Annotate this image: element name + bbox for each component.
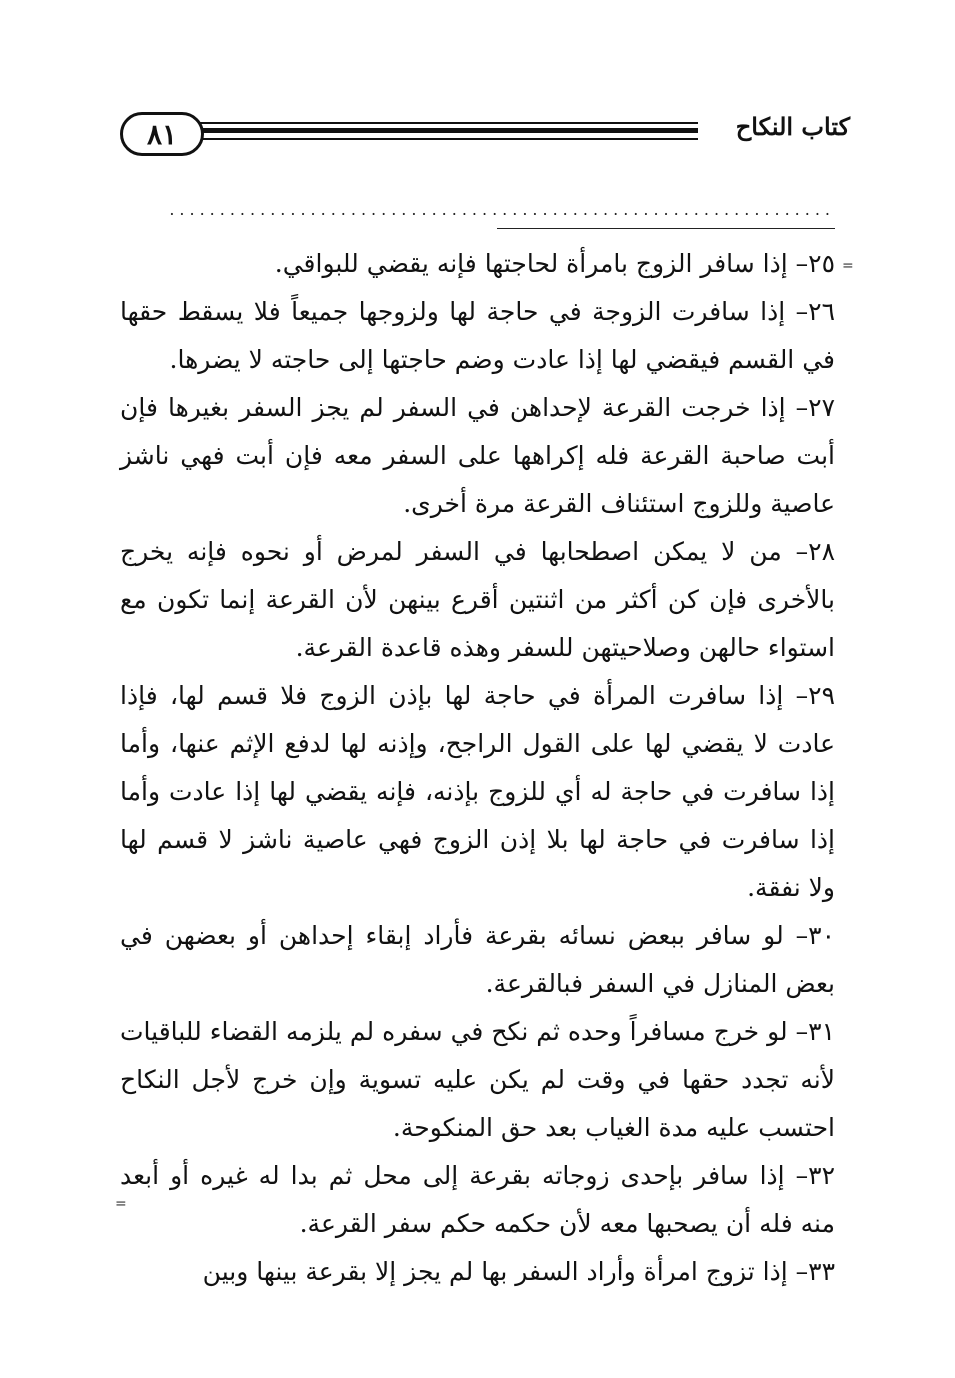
header-rule-bottom — [200, 138, 698, 140]
page-header — [110, 100, 850, 170]
separator-line — [497, 228, 835, 229]
dotted-separator: .................................................................. — [169, 200, 835, 219]
header-rule-middle — [200, 128, 698, 133]
rule-paragraph-26: ٢٦– إذا سافرت الزوجة في حاجة لها ولزوجها جميعاً فلا يسقط حقها في القسم فيقضي لها إذا عادت وضم حاجتها إلى حاجته لا يضرها. — [120, 297, 835, 374]
margin-mark: = — [115, 1196, 127, 1212]
margin-mark: = — [842, 258, 854, 274]
rule-paragraph-32: ٣٢– إذا سافر بإحدى زوجاته بقرعة إلى محل ثم بدا له غيره أو أبعد منه فله أن يصحبها معه لأن حكمه حكم سفر القرعة. — [120, 1161, 835, 1238]
rule-paragraph-27: ٢٧– إذا خرجت القرعة لإحداهن في السفر لم يجز السفر بغيرها فإن أبت صاحبة القرعة فله إكراهها على السفر معه فإن أبت فهي ناشز عاصية وللزوج استئناف القرعة مرة أخرى. — [120, 393, 835, 518]
rule-paragraph-29: ٢٩– إذا سافرت المرأة في حاجة لها بإذن الزوج فلا قسم لها، فإذا عادت لا يقضي لها على القول الراجح، وإذنه لها لدفع الإثم عنها، وأما إذا سافرت في حاجة له أي للزوج بإذنه، فإنه يقضي لها إذا عادت وأما إذا سافرت في حاجة لها بلا إذن الزوج فهي عاصية ناشز لا قسم لها ولا نفقة. — [120, 681, 835, 902]
rule-paragraph-25: ٢٥– إذا سافر الزوج بامرأة لحاجتها فإنه يقضي للبواقي. — [274, 249, 835, 278]
rule-paragraph-33: ٣٣– إذا تزوج امرأة وأراد السفر بها لم يجز إلا بقرعة بينها وبين — [202, 1257, 835, 1286]
rule-paragraph-28: ٢٨– من لا يمكن اصطحابها في السفر لمرض أو نحوه فإنه يخرج بالأخرى فإن كن أكثر من اثنتين أقرع بينهن لأن القرعة إنما تكون مع استواء حالهن وصلاحيتهن للسفر وهذه قاعدة القرعة. — [120, 537, 835, 662]
rule-paragraph-31: ٣١– لو خرج مسافراً وحده ثم نكح في سفره لم يلزمه القضاء للباقيات لأنه تجدد حقها في وقت لم يكن عليه تسوية وإن خرج لأجل النكاح احتسب عليه مدة الغياب بعد حق المنكوحة. — [120, 1017, 835, 1142]
book-title: كتاب النكاح — [735, 112, 850, 141]
body-text — [120, 240, 835, 1296]
page-number: ٨١ — [120, 112, 204, 156]
rule-paragraph-30: ٣٠– لو سافر ببعض نسائه بقرعة فأراد إبقاء إحداهن أو بعضهن في بعض المنازل في السفر فبالقرعة. — [120, 921, 835, 998]
header-rule-top — [200, 122, 698, 124]
